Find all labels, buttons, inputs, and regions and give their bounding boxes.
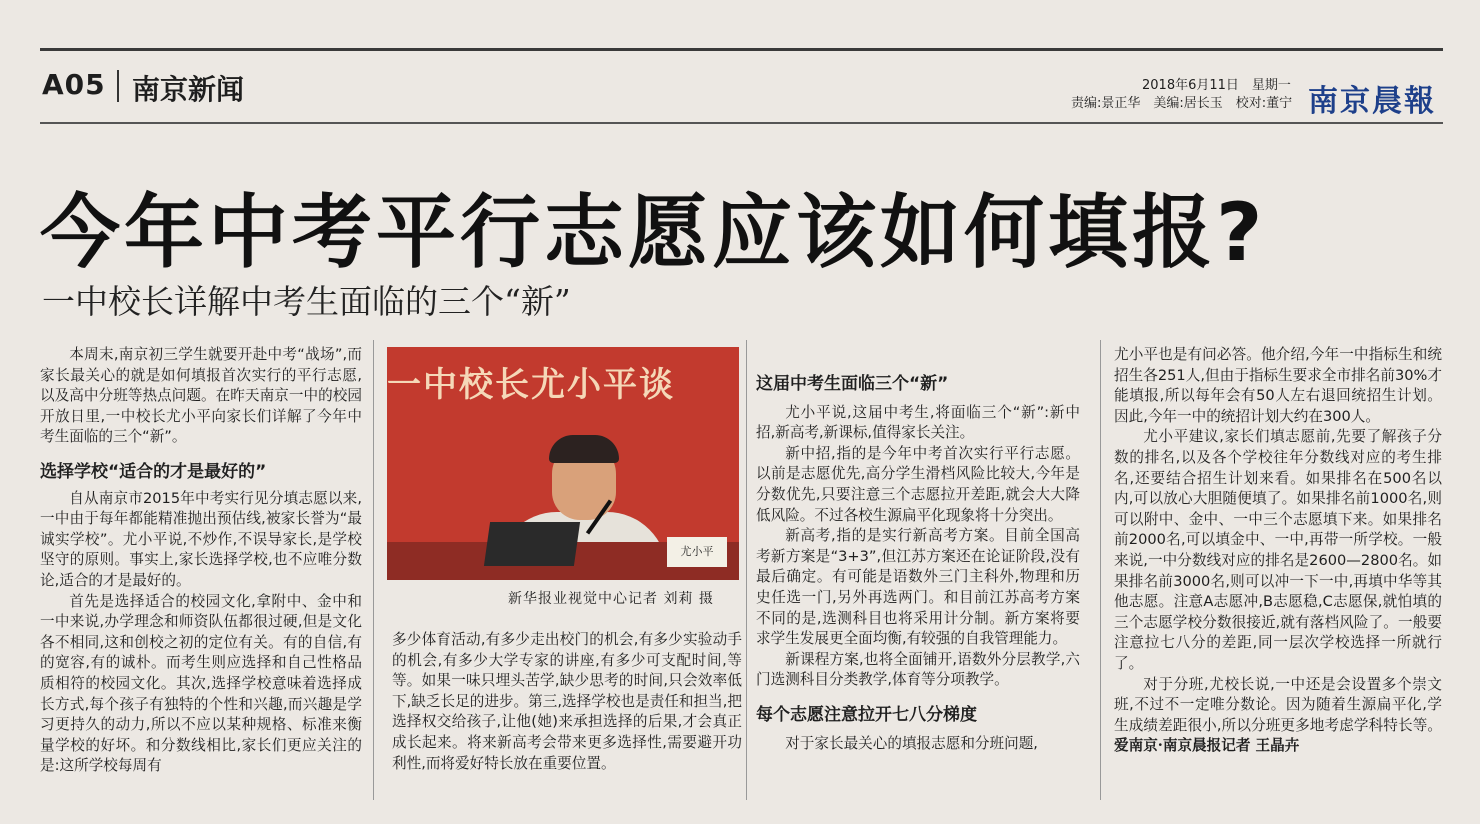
body-paragraph: 尤小平建议,家长们填志愿前,先要了解孩子分数的排名,以及各个学校往年分数线对应的考生排名,还要结合招生计划来看。如果排名在500名以内,可以放心大胆随便填了。如果排名前1000名,则可以附中、金中、一中三个志愿填下来。如果排名前2000名,可以填金中、一中,再带一所学校。一般来说,一中分数线对应的排名是2600—2800名。如果排名前3000名,则可以冲一下一中,再填中华等其他志愿。注意A志愿冲,B志愿稳,C志愿保,就怕填的三个志愿学校分数很接近,就有落档风险了。一般要注意拉七八分的差距,同一层次学校选择一所就行了。 [1114, 428, 1442, 672]
editor-credits: 责编:景正华 美编:居长玉 校对:董宁 [1071, 96, 1293, 111]
column-divider [1100, 340, 1101, 800]
reporter-byline: 爱南京·南京晨报记者 王晶卉 [1114, 737, 1300, 755]
article-photo [387, 347, 739, 580]
article-column-1 [40, 345, 362, 777]
section-title: 南京新闻 [132, 73, 245, 106]
body-paragraph: 新中招,指的是今年中考首次实行平行志愿。以前是志愿优先,高分学生滑档风险比较大,今年是分数优先,只要注意三个志愿拉开差距,就会大大降低风险。不过各校生源扁平化现象将十分突出。 [756, 444, 1080, 524]
subheadline: 一中校长详解中考生面临的三个“新” [42, 282, 571, 321]
page-number: A05 [42, 68, 106, 101]
photo-banner-text: 一中校长尤小平谈 [387, 365, 675, 405]
body-paragraph: 对于家长最关心的填报志愿和分班问题, [785, 734, 1038, 752]
body-text: 对于分班,尤校长说,一中还是会设置多个崇文班,不过不一定唯分数论。因为随着生源扁平化,学生成绩差距很小,所以分班更多地考虑学科特长等。 [1114, 675, 1442, 734]
photo-laptop [484, 522, 580, 566]
body-paragraph: 自从南京市2015年中考实行见分填志愿以来,一中由于每年都能精准抛出预估线,被家长誉为“最诚实学校”。尤小平说,不炒作,不误导家长,是学校坚守的原则。事实上,家长选择学校,也不应唯分数论,适合的才是最好的。 [40, 489, 362, 589]
top-rule [40, 48, 1443, 51]
column-divider [746, 340, 747, 800]
body-paragraph: 尤小平也是有问必答。他介绍,今年一中指标生和统招生各251人,但由于指标生要求全市排名前30%才能填报,所以每年会有50人左右退回统招生计划。因此,今年一中的统招计划大约在300人。 [1114, 346, 1442, 425]
section-heading-gradient: 每个志愿注意拉开七八分梯度 [756, 704, 977, 725]
section-heading-three-new: 这届中考生面临三个“新” [756, 374, 949, 394]
body-paragraph: 尤小平说,这届中考生,将面临三个“新”:新中招,新高考,新课标,值得家长关注。 [756, 403, 1080, 442]
body-paragraph: 首先是选择适合的校园文化,拿附中、金中和一中来说,办学理念和师资队伍都很过硬,但是文化各不相同,这和创校之初的定位有关。有的自信,有的宽容,有的诚朴。而考生则应选择和自己性格品质相符的校园文化。其次,选择学校意味着选择成长方式,每个孩子有独特的个性和兴趣,而兴趣是学习更持久的动力,所以不应以某种规格、标准来衡量学校的好坏。和分数线相比,家长们更应关注的是:这所学校每周有 [40, 592, 362, 775]
photo-caption: 新华报业视觉中心记者 刘莉 摄 [508, 591, 714, 607]
headline: 今年中考平行志愿应该如何填报? [40, 186, 1267, 279]
column-divider [373, 340, 374, 800]
newspaper-masthead: 南京晨報 [1308, 84, 1436, 119]
dateline: 2018年6月11日 星期一 [1142, 78, 1291, 93]
body-paragraph: 新课程方案,也将全面铺开,语数外分层教学,六门选测科目分类教学,体育等分项教学。 [756, 650, 1080, 689]
article-column-3 [756, 368, 1080, 754]
section-heading-school-choice: 选择学校“适合的才是最好的” [40, 461, 267, 482]
photo-nameplate: 尤小平 [667, 537, 727, 567]
photo-speaker-hair [549, 435, 619, 463]
body-paragraph: 多少体育活动,有多少走出校门的机会,有多少实验动手的机会,有多少大学专家的讲座,有多少可支配时间,等等。如果一味只埋头苦学,缺少思考的时间,只会效率低下,缺乏长足的进步。第三,选择学校也是责任和担当,把选择权交给孩子,让他(她)来承担选择的后果,才会真正成长起来。将来新高考会带来更多选择性,需要避开功利性,而将爱好特长放在重要位置。 [392, 631, 742, 772]
article-column-4 [1114, 345, 1442, 757]
article-column-2 [392, 630, 742, 774]
header-separator [117, 70, 119, 102]
body-paragraph [1114, 675, 1442, 757]
intro-paragraph: 本周末,南京初三学生就要开赴中考“战场”,而家长最关心的就是如何填报首次实行的平行志愿,以及高中分班等热点问题。在昨天南京一中的校园开放日里,一中校长尤小平向家长们详解了今年中考生面临的三个“新”。 [40, 346, 362, 446]
header-bottom-rule [40, 122, 1443, 124]
body-paragraph: 新高考,指的是实行新高考方案。目前全国高考新方案是“3+3”,但江苏方案还在论证阶段,没有最后确定。有可能是语数外三门主科外,物理和历史任选一门,另外再选两门。和目前江苏高考方案不同的是,选测科目也将采用计分制。新方案将要求学生发展更全面均衡,有较强的自我管理能力。 [756, 527, 1080, 648]
